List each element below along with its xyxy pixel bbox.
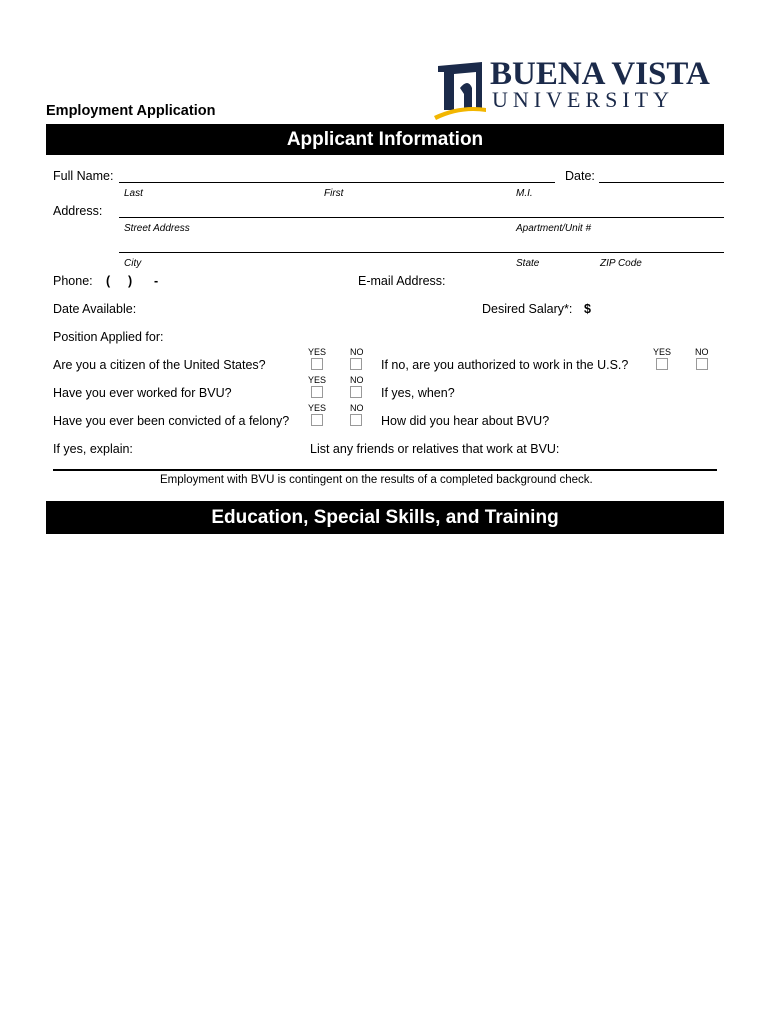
- phone-area-open: (: [106, 274, 111, 288]
- authorized-yes-checkbox[interactable]: [656, 358, 668, 370]
- section-header-education: Education, Special Skills, and Training: [46, 501, 724, 534]
- date-available-label: Date Available:: [53, 302, 137, 316]
- address-label: Address:: [53, 204, 103, 218]
- worked-yes-label: YES: [308, 375, 327, 385]
- citizen-no-label: NO: [350, 347, 364, 357]
- citizen-no-checkbox[interactable]: [350, 358, 362, 370]
- logo-line1: BUENA VISTA: [490, 56, 710, 92]
- citizen-yes-label: YES: [308, 347, 327, 357]
- phone-label: Phone:: [53, 274, 93, 288]
- citizen-question: Are you a citizen of the United States?: [53, 358, 266, 372]
- position-applied-label: Position Applied for:: [53, 330, 164, 344]
- phone-area-close: ): [128, 274, 133, 288]
- date-label: Date:: [565, 169, 595, 183]
- desired-salary-label: Desired Salary*:: [482, 302, 573, 316]
- university-seal-icon: [432, 58, 488, 120]
- explain-label: If yes, explain:: [53, 442, 133, 456]
- street-address-field[interactable]: [119, 217, 724, 218]
- worked-no-checkbox[interactable]: [350, 386, 362, 398]
- felony-question: Have you ever been convicted of a felony?: [53, 414, 290, 428]
- friends-relatives-label: List any friends or relatives that work at BVU:: [310, 442, 560, 456]
- worked-question: Have you ever worked for BVU?: [53, 386, 232, 400]
- authorized-no-checkbox[interactable]: [696, 358, 708, 370]
- form-title: Employment Application: [46, 103, 216, 119]
- street-address-sublabel: Street Address: [124, 223, 190, 234]
- logo-line2: UNIVERSITY: [492, 87, 674, 112]
- background-check-note: Employment with BVU is contingent on the results of a completed background check.: [160, 474, 593, 486]
- email-label: E-mail Address:: [358, 274, 446, 288]
- felony-yes-label: YES: [308, 403, 327, 413]
- authorized-yes-label: YES: [653, 347, 672, 357]
- salary-dollar-sign: $: [584, 302, 591, 316]
- worked-when-label: If yes, when?: [381, 386, 455, 400]
- apartment-sublabel: Apartment/Unit #: [516, 223, 592, 234]
- zip-sublabel: ZIP Code: [600, 258, 642, 269]
- authorized-no-label: NO: [695, 347, 709, 357]
- hear-about-label: How did you hear about BVU?: [381, 414, 550, 428]
- state-sublabel: State: [516, 258, 540, 269]
- middle-initial-sublabel: M.I.: [516, 188, 533, 199]
- worked-yes-checkbox[interactable]: [311, 386, 323, 398]
- felony-no-checkbox[interactable]: [350, 414, 362, 426]
- full-name-label: Full Name:: [53, 169, 114, 183]
- worked-no-label: NO: [350, 375, 364, 385]
- felony-yes-checkbox[interactable]: [311, 414, 323, 426]
- university-logo: [432, 56, 710, 120]
- city-state-zip-field[interactable]: [119, 252, 724, 253]
- felony-no-label: NO: [350, 403, 364, 413]
- date-field[interactable]: [599, 182, 724, 183]
- section-divider: [53, 469, 717, 471]
- authorized-question: If no, are you authorized to work in the U.S.?: [381, 358, 629, 372]
- phone-dash: -: [154, 274, 159, 288]
- city-sublabel: City: [124, 258, 142, 269]
- full-name-field[interactable]: [119, 182, 555, 183]
- section-header-applicant-information: Applicant Information: [46, 124, 724, 155]
- citizen-yes-checkbox[interactable]: [311, 358, 323, 370]
- first-name-sublabel: First: [324, 188, 344, 199]
- last-name-sublabel: Last: [124, 188, 143, 199]
